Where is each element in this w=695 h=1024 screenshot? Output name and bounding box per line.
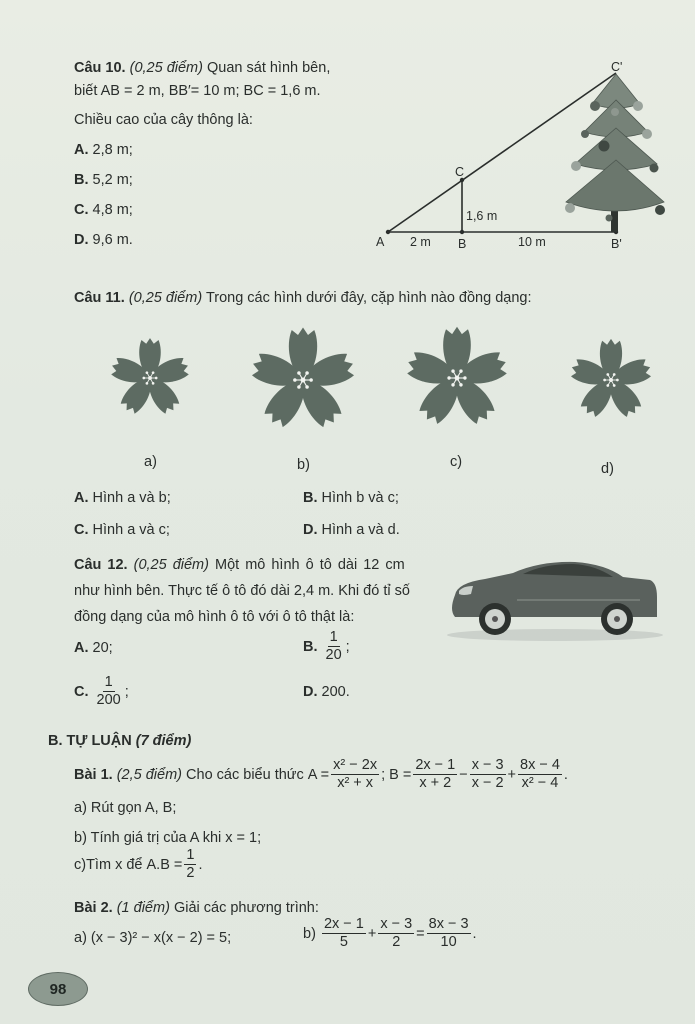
q10-text3: Chiều cao của cây thông là: [74,112,253,128]
label-point-a: A [376,235,385,249]
q12-text3: đồng dạng của mô hình ô tô với ô tô thật là: [74,609,355,625]
q10-option-b: B. 5,2 m; [74,172,133,188]
car-image [445,555,665,645]
q11-line [74,290,532,306]
q12-option-d: D. 200. [303,684,350,700]
flowers-figure [0,320,695,450]
q10-title: Câu 10. [74,60,126,76]
label-point-bp: B' [611,237,622,251]
flower-c-icon [404,327,510,428]
q11-points: (0,25 điểm) [128,290,203,306]
q10-text1: Quan sát hình bên, [207,60,331,76]
flower-b-icon [249,328,358,431]
hypotenuse-line [388,73,616,232]
flower-label-b: b) [297,457,310,473]
bai2-title: Bài 2. [74,900,113,916]
q10-option-a: A. 2,8 m; [74,142,133,158]
bai1-title: Bài 1. [74,766,113,783]
q10-line1 [74,60,330,76]
label-point-c: C [455,165,465,179]
label-point-b: B [458,237,467,251]
rear-wheel [601,603,633,635]
bai2-part-a: a) (x − 3)² − x(x − 2) = 5; [74,930,232,946]
flower-label-d: d) [601,461,614,477]
q11-option-d: D. Hình a và d. [303,522,400,538]
q10-option-c: C. 4,8 m; [74,202,133,218]
label-ab: 2 m [410,235,431,249]
q12-option-b: B. $\frac{1}{20}$ ; [303,629,350,664]
bai1-line: Bài 1. (2,5 điểm) Cho các biểu thức A = $\frac{\text{x² − 2x}}{\text{x² + x}}$ ; B = $\frac{2x - 1}{x + 2}$ − $\frac{x - 3}{x - 2}$ + $\frac{8x - 4}{\text{x² − 4}}$ . [74,757,568,792]
bai1-part-a: a) Rút gọn A, B; [74,800,177,816]
q12-points: (0,25 điểm) [133,557,209,573]
q12-line1 [74,557,405,573]
label-bbp: 10 m [518,235,546,249]
flower-a-icon [109,338,192,417]
q10-text2: biết AB = 2 m, BB′= 10 m; BC = 1,6 m. [74,83,321,99]
bai1-part-b: b) Tính giá trị của A khi x = 1; [74,830,262,846]
flower-label-a: a) [144,454,157,470]
bai2-part-b: b) $\frac{2x - 1}{5}$ + $\frac{x - 3}{2}$ = $\frac{8x - 3}{10}$ . [303,916,477,951]
front-wheel [479,603,511,635]
q12-text1: Một mô hình ô tô dài 12 cm [215,557,405,573]
q12-text2: như hình bên. Thực tế ô tô đó dài 2,4 m. Khi đó tỉ số [74,583,410,599]
q12-option-c: C. $\frac{1}{200}$ ; [74,674,129,709]
label-bc: 1,6 m [466,209,498,223]
q11-option-b: B. Hình b và c; [303,490,399,506]
page-number-badge: 98 [28,972,88,1006]
similar-triangles-tree-figure [370,60,690,260]
flower-label-c: c) [450,454,463,470]
bai2-points: (1 điểm) [116,900,170,916]
q10-option-d: D. 9,6 m. [74,232,133,248]
q11-title: Câu 11. [74,290,125,306]
q10-points: (0,25 điểm) [129,60,203,76]
q12-option-a: A. 20; [74,640,113,656]
bai1-points: (2,5 điểm) [116,766,182,783]
q12-title: Câu 12. [74,557,128,573]
label-point-cp: C' [611,60,623,74]
bai1-part-c: c)Tìm x để A.B = $\frac{1}{2}$ . [74,847,203,882]
bai2-line: Bài 2. (1 điểm) Giải các phương trình: [74,900,319,916]
q11-text: Trong các hình dưới đây, cặp hình nào đồng dạng: [205,290,532,306]
q11-option-a: A. Hình a và b; [74,490,171,506]
expr-a-fraction: $\frac{\text{x² − 2x}}{\text{x² + x}}$ [333,757,378,792]
q11-option-c: C. Hình a và c; [74,522,170,538]
flower-d-icon [568,339,653,420]
part-b-heading: B. TỰ LUẬN (7 điểm) [48,733,192,749]
